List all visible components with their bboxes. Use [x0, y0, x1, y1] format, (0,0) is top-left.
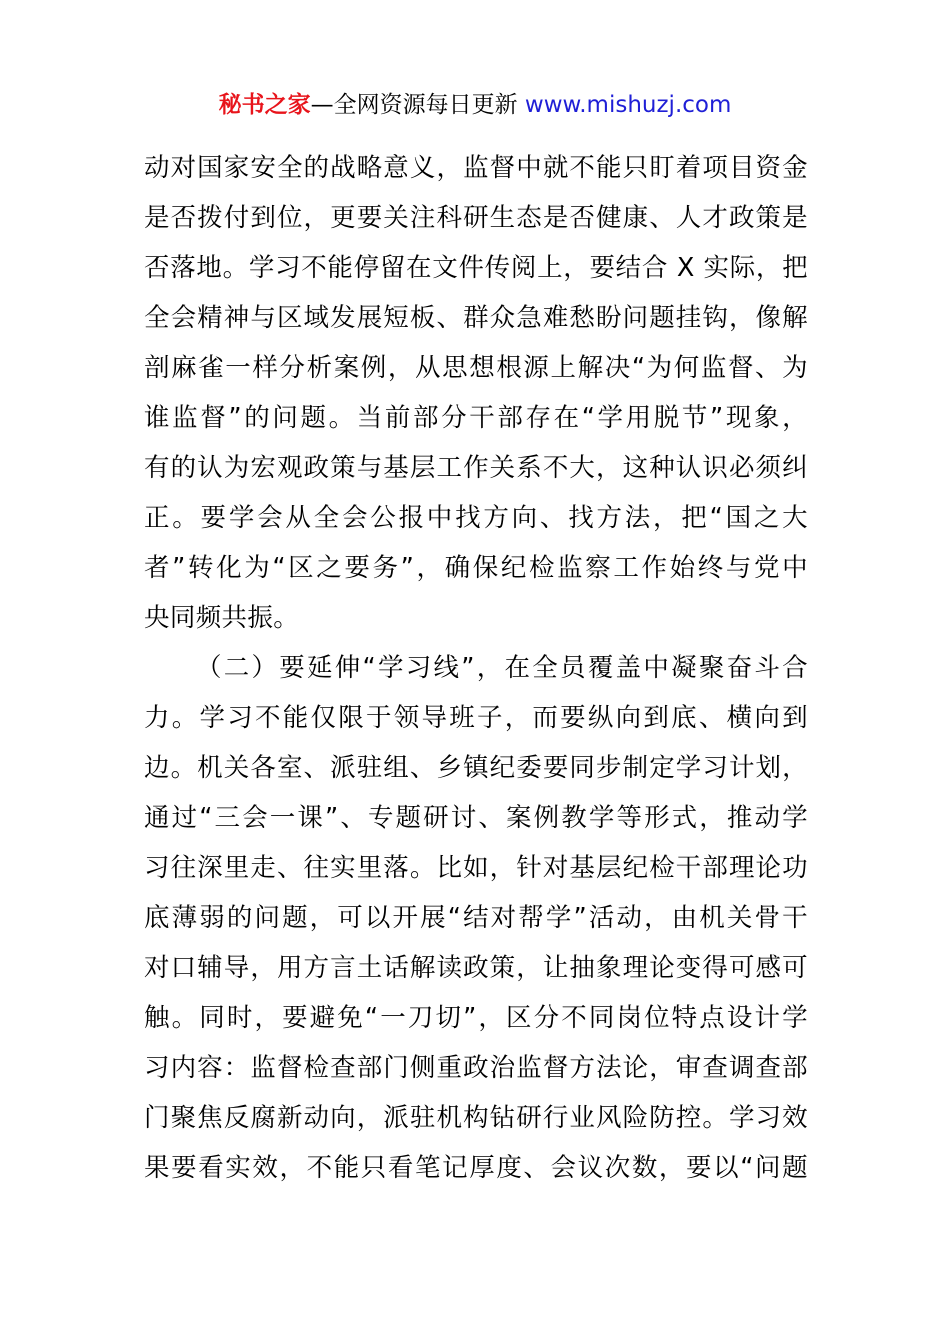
paragraph-2-line-6: 底薄弱的问题，可以开展“结对帮学”活动，由机关骨干	[144, 903, 808, 933]
paragraph-1-line-2: 是否拨付到位，更要关注科研生态是否健康、人才政策是	[144, 203, 808, 233]
paragraph-1-line-8: 正。要学会从全会公报中找方向、找方法，把“国之大	[144, 503, 808, 533]
header-brand: 秘书之家	[218, 92, 311, 118]
paragraph-1-line-7: 有的认为宏观政策与基层工作关系不大，这种认识必须纠	[144, 453, 808, 483]
paragraph-2-line-7: 对口辅导，用方言土话解读政策，让抽象理论变得可感可	[144, 953, 808, 983]
paragraph-2-line-11: 果要看实效，不能只看笔记厚度、会议次数，要以“问题	[144, 1153, 808, 1183]
header-slogan: —全网资源每日更新	[310, 92, 518, 118]
document-body	[144, 143, 808, 1193]
paragraph-2-line-5: 习往深里走、往实里落。比如，针对基层纪检干部理论功	[144, 853, 808, 883]
paragraph-2-line-8: 触。同时，要避免“一刀切”，区分不同岗位特点设计学	[144, 1003, 808, 1033]
paragraph-1-line-9: 者”转化为“区之要务”，确保纪检监察工作始终与党中	[144, 553, 808, 583]
paragraph-2-line-3: 边。机关各室、派驻组、乡镇纪委要同步制定学习计划，	[144, 753, 808, 783]
paragraph-1-line-6: 谁监督”的问题。当前部分干部存在“学用脱节”现象，	[144, 403, 808, 433]
paragraph-2-line-4: 通过“三会一课”、专题研讨、案例教学等形式，推动学	[144, 803, 808, 833]
paragraph-2-line-9: 习内容：监督检查部门侧重政治监督方法论，审查调查部	[144, 1053, 808, 1083]
paragraph-2-line-10: 门聚焦反腐新动向，派驻机构钻研行业风险防控。学习效	[144, 1103, 808, 1133]
paragraph-1-line-4: 全会精神与区域发展短板、群众急难愁盼问题挂钩，像解	[144, 303, 808, 333]
paragraph-2-line-2: 力。学习不能仅限于领导班子，而要纵向到底、横向到	[144, 703, 808, 733]
paragraph-2-line-1: （二）要延伸“学习线”，在全员覆盖中凝聚奋斗合	[196, 653, 808, 683]
header-url-link[interactable]: www.mishuzj.com	[524, 92, 732, 118]
paragraph-1-line-1: 动对国家安全的战略意义，监督中就不能只盯着项目资金	[144, 153, 808, 183]
page-header	[0, 88, 950, 122]
paragraph-1-line-10: 央同频共振。	[144, 603, 300, 633]
paragraph-1-line-3: 否落地。学习不能停留在文件传阅上，要结合 X 实际，把	[144, 253, 808, 283]
paragraph-1-line-5: 剖麻雀一样分析案例，从思想根源上解决“为何监督、为	[144, 353, 808, 383]
